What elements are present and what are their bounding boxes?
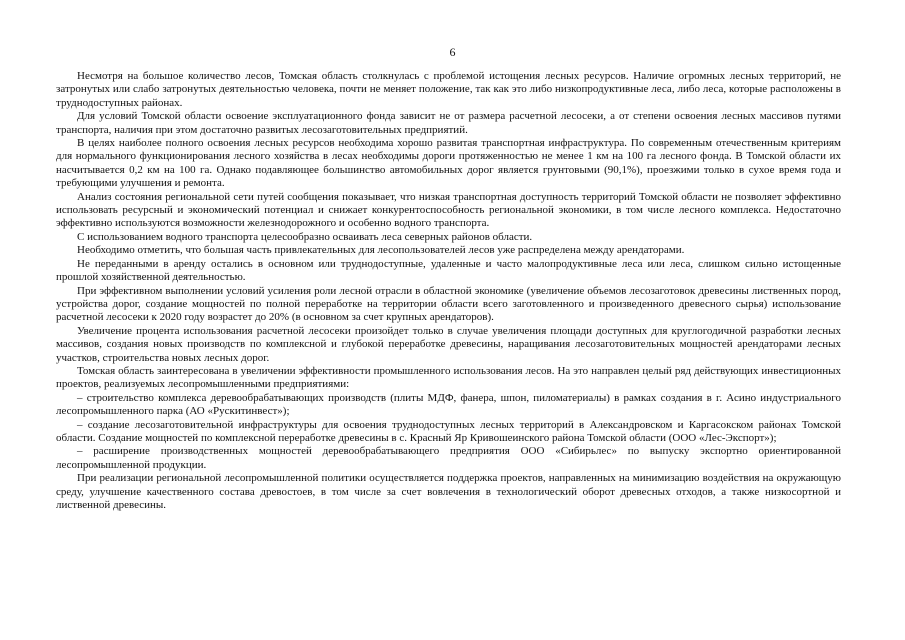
paragraph: Не переданными в аренду остались в основном или труднодоступные, удаленные и часто малопродуктивные леса или леса, слишком сильно истощенные прошлой хозяйственной деятельностью. [56,257,841,284]
list-item: – создание лесозаготовительной инфраструктуры для освоения труднодоступных лесных территорий в Александровском и Каргасокском районах Томской области. Создание мощностей по комплексной переработке древесины в с. Красный Яр Кривошеинского района Томской области (ООО «Лес-Экспорт»); [56,418,841,444]
paragraph: Необходимо отметить, что большая часть привлекательных для лесопользователей лесов уже распределена между арендаторами. [77,244,685,257]
paragraph: Анализ состояния региональной сети путей сообщения показывает, что низкая транспортная доступность территорий Томской области не позволяет эффективно использовать ресурсный и экономический потенциал и снижает конкурентоспособность региональной экономики, в том числе лесного комплекса. Недостаточно эффективно используются возможности железнодорожного и особенно водного транспорта. [56,190,841,230]
paragraph: С использованием водного транспорта целесообразно осваивать леса северных районов области. [77,230,533,243]
paragraph: Увеличение процента использования расчетной лесосеки произойдет только в случае увеличения площади доступных для круглогодичной разработки лесных массивов, создания новых производств по комплексной и глубокой переработке древесины, наращивания лесозаготовительных мощностей арендаторами лесных участков, строительства новых лесных дорог. [56,324,841,364]
paragraph: Для условий Томской области освоение эксплуатационного фонда зависит не от размера расчетной лесосеки, а от степени освоения лесных массивов путями транспорта, наличия при этом достаточно развитых лесозаготовительных предприятий. [56,110,841,136]
paragraph: В целях наиболее полного освоения лесных ресурсов необходима хорошо развитая транспортная инфраструктура. По современным отечественным критериям для нормального функционирования лесного хозяйства в лесах необходимы дороги протяженностью не менее 1 км на 100 га лесного фонда. В Томской области их насчитывается 0,2 км на 100 га. Однако подавляющее большинство автомобильных дорог является грунтовыми (90,1%), проезжими только в сухое время года и требующими улучшения и ремонта. [56,137,841,190]
paragraph: При реализации региональной лесопромышленной политики осуществляется поддержка проектов, направленных на минимизацию воздействия на окружающую среду, улучшение качественного состава древостоев, в том числе за счет вовлечения в технологический оборот древесных отходов, а также низкосортной и лиственной древесины. [56,472,841,511]
list-item: – расширение производственных мощностей деревообрабатывающего предприятия ООО «Сибирьлес» по выпуску экспортно ориентированной лесопромышленной продукции. [56,445,841,471]
document-body [56,70,841,512]
paragraph: Несмотря на большое количество лесов, Томская область столкнулась с проблемой истощения лесных ресурсов. Наличие огромных лесных территорий, не затронутых или слабо затронутых деятельностью человека, почти не меняет положение, так как это либо низкопродуктивные леса, либо леса, которые расположены в труднодоступных районах. [56,70,841,109]
paragraph: Томская область заинтересована в увеличении эффективности промышленного использования лесов. На это направлен целый ряд действующих инвестиционных проектов, реализуемых лесопромышленными предприятиями: [56,364,841,391]
paragraph: При эффективном выполнении условий усиления роли лесной отрасли в областной экономике (увеличение объемов лесозаготовок древесины лиственных пород, устройства дорог, создание мощностей по полной переработке на территории области всего заготовленного и произведенного древесного сырья) использование расчетной лесосеки к 2020 году возрастет до 20% (в основном за счет крупных арендаторов). [56,284,841,324]
list-item: – строительство комплекса деревообрабатывающих производств (плиты МДФ, фанера, шпон, пиломатериалы) в рамках создания в г. Асино индустриального лесопромышленного парка (АО «Рускитинвест»); [56,391,841,418]
page-number: 6 [449,45,456,59]
